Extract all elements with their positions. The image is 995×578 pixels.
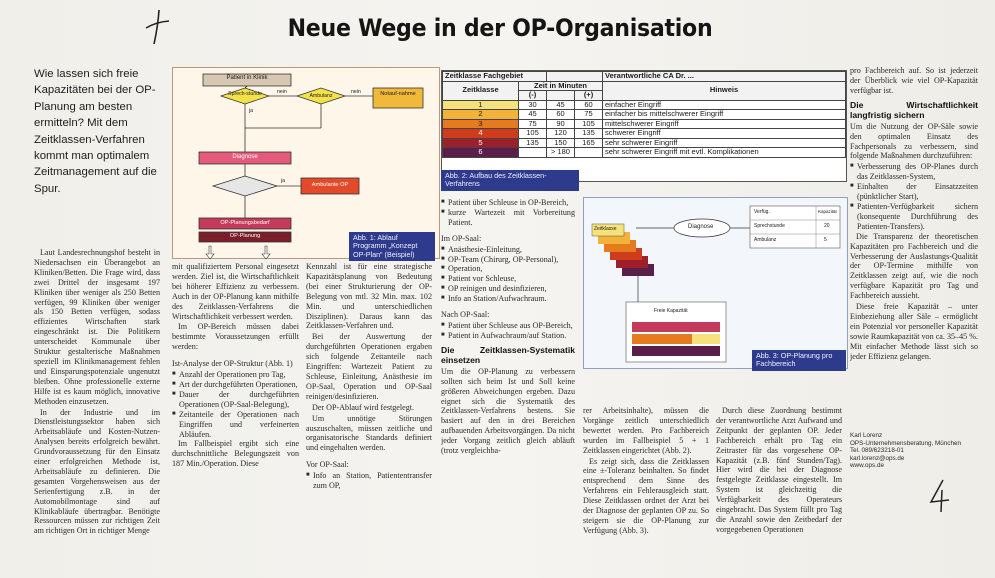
- zeitklasse-cell: 6: [443, 148, 519, 158]
- list-item: ■ Patient über Schleuse in OP-Bereich,: [441, 198, 575, 208]
- table-title-right: Verantwortliche CA Dr. ...: [603, 72, 846, 82]
- paragraph: Im OP-Bereich müssen dabei bestimmte Voraussetzungen erfüllt werden:: [172, 322, 299, 352]
- author-company: OPS-Unternehmensberatung, München: [850, 439, 961, 447]
- paragraph: In der Industrie und im Dienstleistungssektor haben sich Arbeitsabläufe und Kosten-Nutzen-Analysen bereits erfolgreich bewährt. Grundvoraussetzung für den Einsatz einer erfolgreichen Methode ist, Arbeitsabläufe zu definieren. Die gesamten Vorgehensweisen aus der Serienfertigung z.B. in der Automobilmontage sind auf Klinikabläufe übertragbar. Benötigte Ressourcen müssen zur richtigen Zeit am richtigen Ort in richtiger Menge: [34, 407, 160, 536]
- column-3: [306, 262, 432, 576]
- figure-3-caption: Abb. 3: OP-Planung pro Fachbereich: [752, 350, 846, 371]
- table-cell: schwerer Eingriff: [603, 129, 846, 139]
- diagram-label: Freie Kapazität: [654, 308, 688, 314]
- zeitklasse-cell: 5: [443, 138, 519, 148]
- bullet-list: [306, 471, 432, 491]
- column-7: [850, 66, 978, 576]
- edge-label: nein: [351, 89, 361, 95]
- zeitklasse-cell: 1: [443, 100, 519, 110]
- table-cell: einfacher bis mittelschwerer Eingriff: [603, 110, 846, 120]
- table-cell: 105: [575, 119, 603, 129]
- paragraph: Um unnötige Störungen auszuschalten, müssen zeitliche und organisatorische Standards definiert und eingehalten werden.: [306, 413, 432, 453]
- list-item: ■ Art der durchgeführten Operationen,: [172, 380, 299, 390]
- figure-1-flowchart: [172, 67, 440, 259]
- paragraph: mit qualifiziertem Personal eingesetzt werden. Ziel ist, die Wirtschaftlichkeit bei höherer Effizienz zu verbessern. Auch in der OP-Planung kann mithilfe des Zeitklassen-Verfahrens die Wirtschaftlichkeit verbessert werden.: [172, 262, 299, 321]
- mini-table-cell: Ambulanz: [754, 237, 777, 243]
- column-1: [34, 248, 160, 576]
- bullet-list: [441, 198, 575, 228]
- node-op-planung: OP-Planung: [229, 233, 261, 239]
- figure-2-table: [441, 70, 847, 182]
- node-ambulanz: Ambulanz: [309, 93, 333, 99]
- paragraph: Um die OP-Planung zu verbessern sollten sich beim Ist und Soll keine größeren Abweichungen ergeben. Dazu eignet sich die Systematik des Zeitklassen-Verfahrens bestens. Sie basiert auf den in drei Bereichen aufbauenden Arbeitsvorgängen. Da nicht jeder Vorgang zeitlich gleich abläuft (trotz vergleichba-: [441, 366, 575, 456]
- diagram-label: Tageskapazität (h): [644, 356, 682, 361]
- list-item: ■ Info an Station, Patiententransfer zum OP,: [306, 471, 432, 491]
- section-heading: Die Wirtschaftlichkeit langfristig sichern: [850, 99, 978, 120]
- list-item: ■ Patient über Schleuse aus OP-Bereich,: [441, 321, 575, 331]
- list-item: ■ Patienten-Verfügbarkeit sichern (konsequente Durchführung des Patienten-Transfers).: [850, 202, 978, 232]
- column-4: [441, 198, 575, 576]
- list-item: ■ Info an Station/Aufwachraum.: [441, 294, 575, 304]
- bullet-list: [850, 162, 978, 231]
- author-signature: [850, 432, 978, 470]
- list-item: ■ Verbesserung des OP-Planes durch das Zeitklassen-System,: [850, 162, 978, 182]
- zeitklasse-cell: 2: [443, 110, 519, 120]
- node-patient: Patient in Klinik: [226, 75, 268, 81]
- author-phone: Tel. 089/623218-01: [850, 447, 904, 455]
- table-cell: 75: [575, 110, 603, 120]
- bullet-list: [172, 370, 299, 439]
- paragraph: Kennzahl ist für eine strategische Kapazitätsplanung von Bedeutung (bei einer Strukturierung der OP-Belegung von mtl. 32 Min. max. 102 Min. und unterschiedlichen Disziplinen). Daraus kann das Zeitklassen-Verfahren und.: [306, 262, 432, 331]
- paragraph: Laut Landesrechnungshof besteht in Niedersachsen ein Überangebot an Kliniken/Betten. Die Frage wird, dass zwei Drittel der insgesamt 197 Kliniken über weniger als 250 Betten verfügen, 99 Kliniken über weniger als 150 Betten verfügen, sodass effizientes Wirtschaften stark eingeschränkt ist. Die Politikern unterscheidet Kommunale über Struktur gestalterische Maßnahmen speziell im Klinikmanagement fehlen und Einsparungspotenziale ungenutzt bleiben. Ohne professionelle externe Hilfe ist es kaum möglich, innovative Methoden einzusetzen.: [34, 248, 160, 406]
- intro-teaser: Wie lassen sich freie Kapazitäten bei der OP-Planung am besten ermitteln? Mit dem Zeitklassen-Verfahren kommt man optimalem Zeitmanagement auf die Spur.: [34, 68, 157, 195]
- zeitklasse-cell: 3: [443, 119, 519, 129]
- bullet-list: [441, 321, 575, 341]
- table-cell: 75: [519, 119, 547, 129]
- column-header: Zeit in Minuten: [519, 81, 603, 91]
- table-row: [443, 110, 846, 120]
- edge-label: ja: [249, 108, 254, 114]
- table-row: [443, 129, 846, 139]
- table-cell: mittelschwerer Eingriff: [603, 119, 846, 129]
- zeitklasse-cell: 4: [443, 129, 519, 139]
- list-item: ■ Einhalten der Einsatzzeiten (pünktlicher Start),: [850, 182, 978, 202]
- pen-mark-icon: [142, 8, 172, 46]
- table-title-left: Zeitklasse Fachgebiet: [443, 72, 547, 82]
- handwritten-page-number: [925, 478, 953, 514]
- diagram-label: Zeitklasse: [594, 226, 617, 232]
- paragraph: rer Arbeitsinhalte), müssen die Vorgänge zeitlich unterschiedlich bewertet werden. Pro Fachbereich wurden im Fallbeispiel 5 + 1 Zeitklassen eingerichtet (Abb. 2).: [583, 406, 709, 455]
- list-item: ■ Dauer der durchgeführten Operationen (OP-Saal-Belegung),: [172, 390, 299, 410]
- table-cell: sehr schwerer Eingriff mit evtl. Komplikationen: [603, 148, 846, 158]
- list-item: ■ OP-Team (Chirurg, OP-Personal),: [441, 255, 575, 265]
- column-subheader: (-): [519, 91, 547, 101]
- column-subheader: [547, 91, 575, 101]
- table-header-row: [443, 81, 846, 91]
- node-op-planungsbedarf: OP-Planungsbedarf: [220, 220, 270, 226]
- list-item: ■ Patient in Aufwachraum/auf Station.: [441, 331, 575, 341]
- table-cell: 45: [519, 110, 547, 120]
- table-cell: > 180: [547, 148, 575, 158]
- table-cell: 60: [547, 110, 575, 120]
- mini-table-cell: 20: [824, 223, 830, 229]
- op-planning-diagram: [584, 198, 849, 370]
- table-row: [443, 148, 846, 158]
- list-item: ■ Operation,: [441, 264, 575, 274]
- column-2: [172, 262, 299, 576]
- table-cell: einfacher Eingriff: [603, 100, 846, 110]
- paragraph: Im Fallbeispiel ergibt sich eine durchschnittliche Belegungszeit von 187 Min./Operation. Diese: [172, 439, 299, 469]
- paragraph: Die Transparenz der theoretischen Kapazitäten pro Fachbereich und die Verbesserung der Auslastungs-Qualität der OP-Termine mithilfe von Zeitklassen zeigt auf, wie die noch verfügbare Kapazität pro Tag und Fachbereich aussieht.: [850, 231, 978, 301]
- table-cell: 105: [519, 129, 547, 139]
- table-cell: 150: [547, 138, 575, 148]
- author-name: Karl Lorenz: [850, 432, 883, 440]
- list-item: ■ Patient vor Schleuse,: [441, 274, 575, 284]
- section-heading: Die Zeitklassen-Systematik einsetzen: [441, 344, 575, 365]
- paragraph: pro Fachbereich auf. So ist jederzeit der Überblick wie viel OP-Kapazität verfügbar ist.: [850, 66, 978, 95]
- table-cell: 45: [547, 100, 575, 110]
- list-heading: Ist-Analyse der OP-Struktur (Abb. 1): [172, 359, 293, 369]
- node-notaufnahme: Notauf-nahme: [380, 91, 416, 97]
- diagram-label: Diagnose: [688, 224, 714, 230]
- table-cell: sehr schwerer Eingriff: [603, 138, 846, 148]
- figure-1-caption: Abb. 1: Ablauf Programm „Konzept OP-Plan“ (Beispiel): [349, 232, 435, 261]
- column-subheader: (+): [575, 91, 603, 101]
- mini-table-cell: 5: [824, 237, 827, 243]
- zeitklassen-table: [442, 71, 846, 158]
- paragraph: Es zeigt sich, dass die Zeitklassen eine ±-Toleranz beinhalten. So findet entsprechend dem Sinne des Verfahrens ein Fehlerausgleich statt. Diese Zeitklassen ordnet der Arzt bei der Diagnose der geplanten OP zu. So steigern sie die OP-Planung zur Verfügung (Abb. 3).: [583, 456, 709, 535]
- author-email: karl.lorenz@ops.de: [850, 454, 905, 462]
- mini-table-cell: Verfüg.: [754, 209, 770, 215]
- table-cell: 120: [547, 129, 575, 139]
- node-sprechstunde: Sprech-stunde: [228, 91, 262, 97]
- headline: Neue Wege in der OP-Organisation: [287, 14, 713, 42]
- table-cell: [575, 148, 603, 158]
- edge-label: nein: [277, 89, 287, 95]
- bullet-list: [441, 245, 575, 304]
- list-item: ■ Anästhesie-Einleitung,: [441, 245, 575, 255]
- paragraph: Um die Nutzung der OP-Säle sowie den optimalen Einsatz des Fachpersonals zu verbessern, sind folgende Maßnahmen durchzuführen:: [850, 121, 978, 161]
- node-diagnose: Diagnose: [232, 154, 258, 160]
- column-header: Zeitklasse: [443, 81, 519, 100]
- node-ambulante-op: Ambulante OP: [311, 182, 349, 188]
- mini-table-cell: Sprechstunde: [754, 223, 785, 229]
- paragraph: Durch diese Zuordnung bestimmt der verantwortliche Arzt Aufwand und Zeitpunkt der geplanten OP. Jeder Fachbereich erhält pro Tag ein Zeitraster für das vorgesehene OP-Kapazität (z.B. fünf Stunden/Tag). Hier wird die bei der Diagnose festgelegte Zeitklasse eingestellt. Im System ist gleichzeitig die Verfügbarkeit des Operateurs eingebracht. Das System füllt pro Tag die Anzahl sowie den Zeitbedarf der vorgegebenen Operationen: [716, 406, 842, 534]
- column-5: [583, 406, 709, 576]
- table-cell: 165: [575, 138, 603, 148]
- column-header: Hinweis: [603, 81, 846, 100]
- table-cell: 30: [519, 100, 547, 110]
- paragraph: Der OP-Ablauf wird festgelegt.: [312, 402, 415, 412]
- table-cell: 135: [575, 129, 603, 139]
- author-website: www.ops.de: [850, 462, 884, 470]
- edge-label: ja: [281, 178, 286, 184]
- figure-3-diagram: [583, 197, 848, 369]
- list-item: ■ OP reinigen und desinfizieren,: [441, 284, 575, 294]
- list-item: ■ Zeitanteile der Operationen nach Eingriffen und verfeinerten Abläufen.: [172, 410, 299, 440]
- table-cell: 90: [547, 119, 575, 129]
- figure-2-caption: Abb. 2: Aufbau des Zeitklassen-Verfahrens: [441, 170, 579, 191]
- paragraph: Diese freie Kapazität – unter Einbeziehung aller Säle – ermöglicht ein Potenzial vor personeller Kapazität sowie Raumkapazität von ca. 35–45 %. Mit einfacher Methode lässt sich so jeder Effizienz gelangen.: [850, 302, 978, 361]
- table-title-row: [443, 72, 846, 82]
- table-cell: [519, 148, 547, 158]
- list-heading: Vor OP-Saal:: [306, 460, 349, 470]
- mini-table-cell: Kapazität: [818, 209, 837, 214]
- list-heading: Im OP-Saal:: [441, 233, 482, 243]
- paragraph: Bei der Auswertung der durchgeführten Operationen ergaben sich folgende Zeitanteile nach Eingriffen: Wartezeit Patient zu Schleuse, Einleitung, Anästhesie im OP-Saal, Operation und OP-Saal reinigen/desinfizieren.: [306, 332, 432, 401]
- table-cell: 135: [519, 138, 547, 148]
- list-heading: Nach OP-Saal:: [441, 310, 490, 320]
- table-cell: 60: [575, 100, 603, 110]
- column-6: [716, 406, 842, 576]
- list-item: ■ Anzahl der Operationen pro Tag,: [172, 370, 299, 380]
- list-item: ■ kurze Wartezeit mit Vorbereitung Patient.: [441, 208, 575, 228]
